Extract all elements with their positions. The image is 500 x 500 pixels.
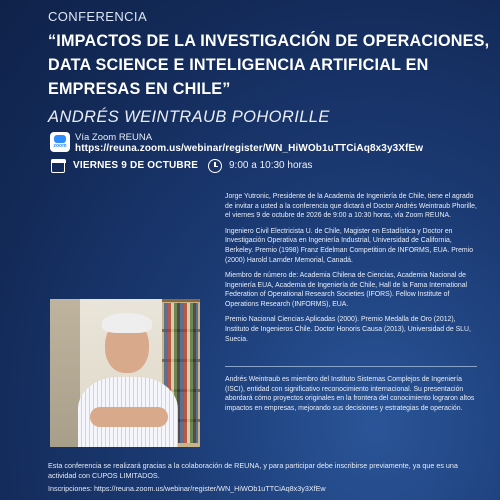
speaker-bio: [225, 192, 477, 350]
education-paragraph: Ingeniero Civil Electricista U. de Chile, Magister en Estadística y Doctor en Investigación Operativa en Ingeniería Industrial, Universidad de California, Berkeley. Premio (1998) Franz Edelman Competition de INFORMS, EUA. Premio (2000) Harold Larnder Memorial, Canadá.: [225, 227, 474, 264]
event-type-label: CONFERENCIA: [48, 9, 148, 24]
talk-description: Andrés Weintraub es miembro del Instituto Sistemas Complejos de Ingeniería (ISCI), entidad con significativo reconocimiento internacional. Su presentación abordará cómo proyectos originales en la frontera del conocimiento lograron altos impactos en empresas, mejorando sus decisiones y estrategias de operación.: [225, 376, 475, 413]
memberships-paragraph: Miembro de número de: Academia Chilena de Ciencias, Academia Nacional de Ingeniería EUA, Academia de Ingeniería de Chile, Hall de la Fama International Federation of Operational Research Societies (IFORS). Fellow Institute of Operations Research (INFORMS), EUA.: [225, 271, 468, 309]
conference-title: “IMPACTOS DE LA INVESTIGACIÓN DE OPERACIONES, DATA SCIENCE E INTELIGENCIA ARTIFICIAL EN EMPRESAS EN CHILE”: [48, 32, 490, 98]
speaker-photo: [50, 299, 200, 447]
participation-note: Esta conferencia se realizará gracias a la colaboración de REUNA, y para participar debe inscribirse previamente, ya que es una actividad con CUPOS LIMITADOS.: [48, 461, 458, 480]
event-date: VIERNES 9 DE OCTUBRE: [73, 160, 199, 171]
zoom-icon: [50, 132, 70, 152]
awards-paragraph: Premio Nacional Ciencias Aplicadas (2000). Premio Medalla de Oro (2012), Instituto de Ingenieros Chile. Doctor Honoris Causa (2013), Universidad de SLU, Suecia.: [225, 316, 471, 343]
invitation-paragraph: Jorge Yutronic, Presidente de la Academia de Ingeniería de Chile, tiene el agrado de invitar a usted a la conferencia que dictará el Doctor Andrés Weintraub Phorille, el viernes 9 de octubre de 2026 de 9:00 a 10:30 horas, vía Zoom REUNA.: [225, 193, 477, 220]
zoom-badge-label: zoom: [53, 143, 67, 149]
platform-label: Vía Zoom REUNA: [75, 132, 153, 143]
event-time: 9:00 a 10:30 horas: [229, 160, 313, 171]
webinar-registration-link[interactable]: https://reuna.zoom.us/webinar/register/WN_HiWOb1uTTCiAq8x3y3XfEw: [75, 143, 424, 154]
clock-icon: [208, 159, 222, 173]
calendar-icon: [51, 159, 65, 173]
speaker-name: ANDRÉS WEINTRAUB POHORILLE: [48, 108, 330, 126]
section-divider: [225, 366, 477, 367]
inscriptions-link[interactable]: Inscripciones: https://reuna.zoom.us/webinar/register/WN_HiWOb1uTTCiAq8x3y3XfEw: [48, 484, 326, 493]
